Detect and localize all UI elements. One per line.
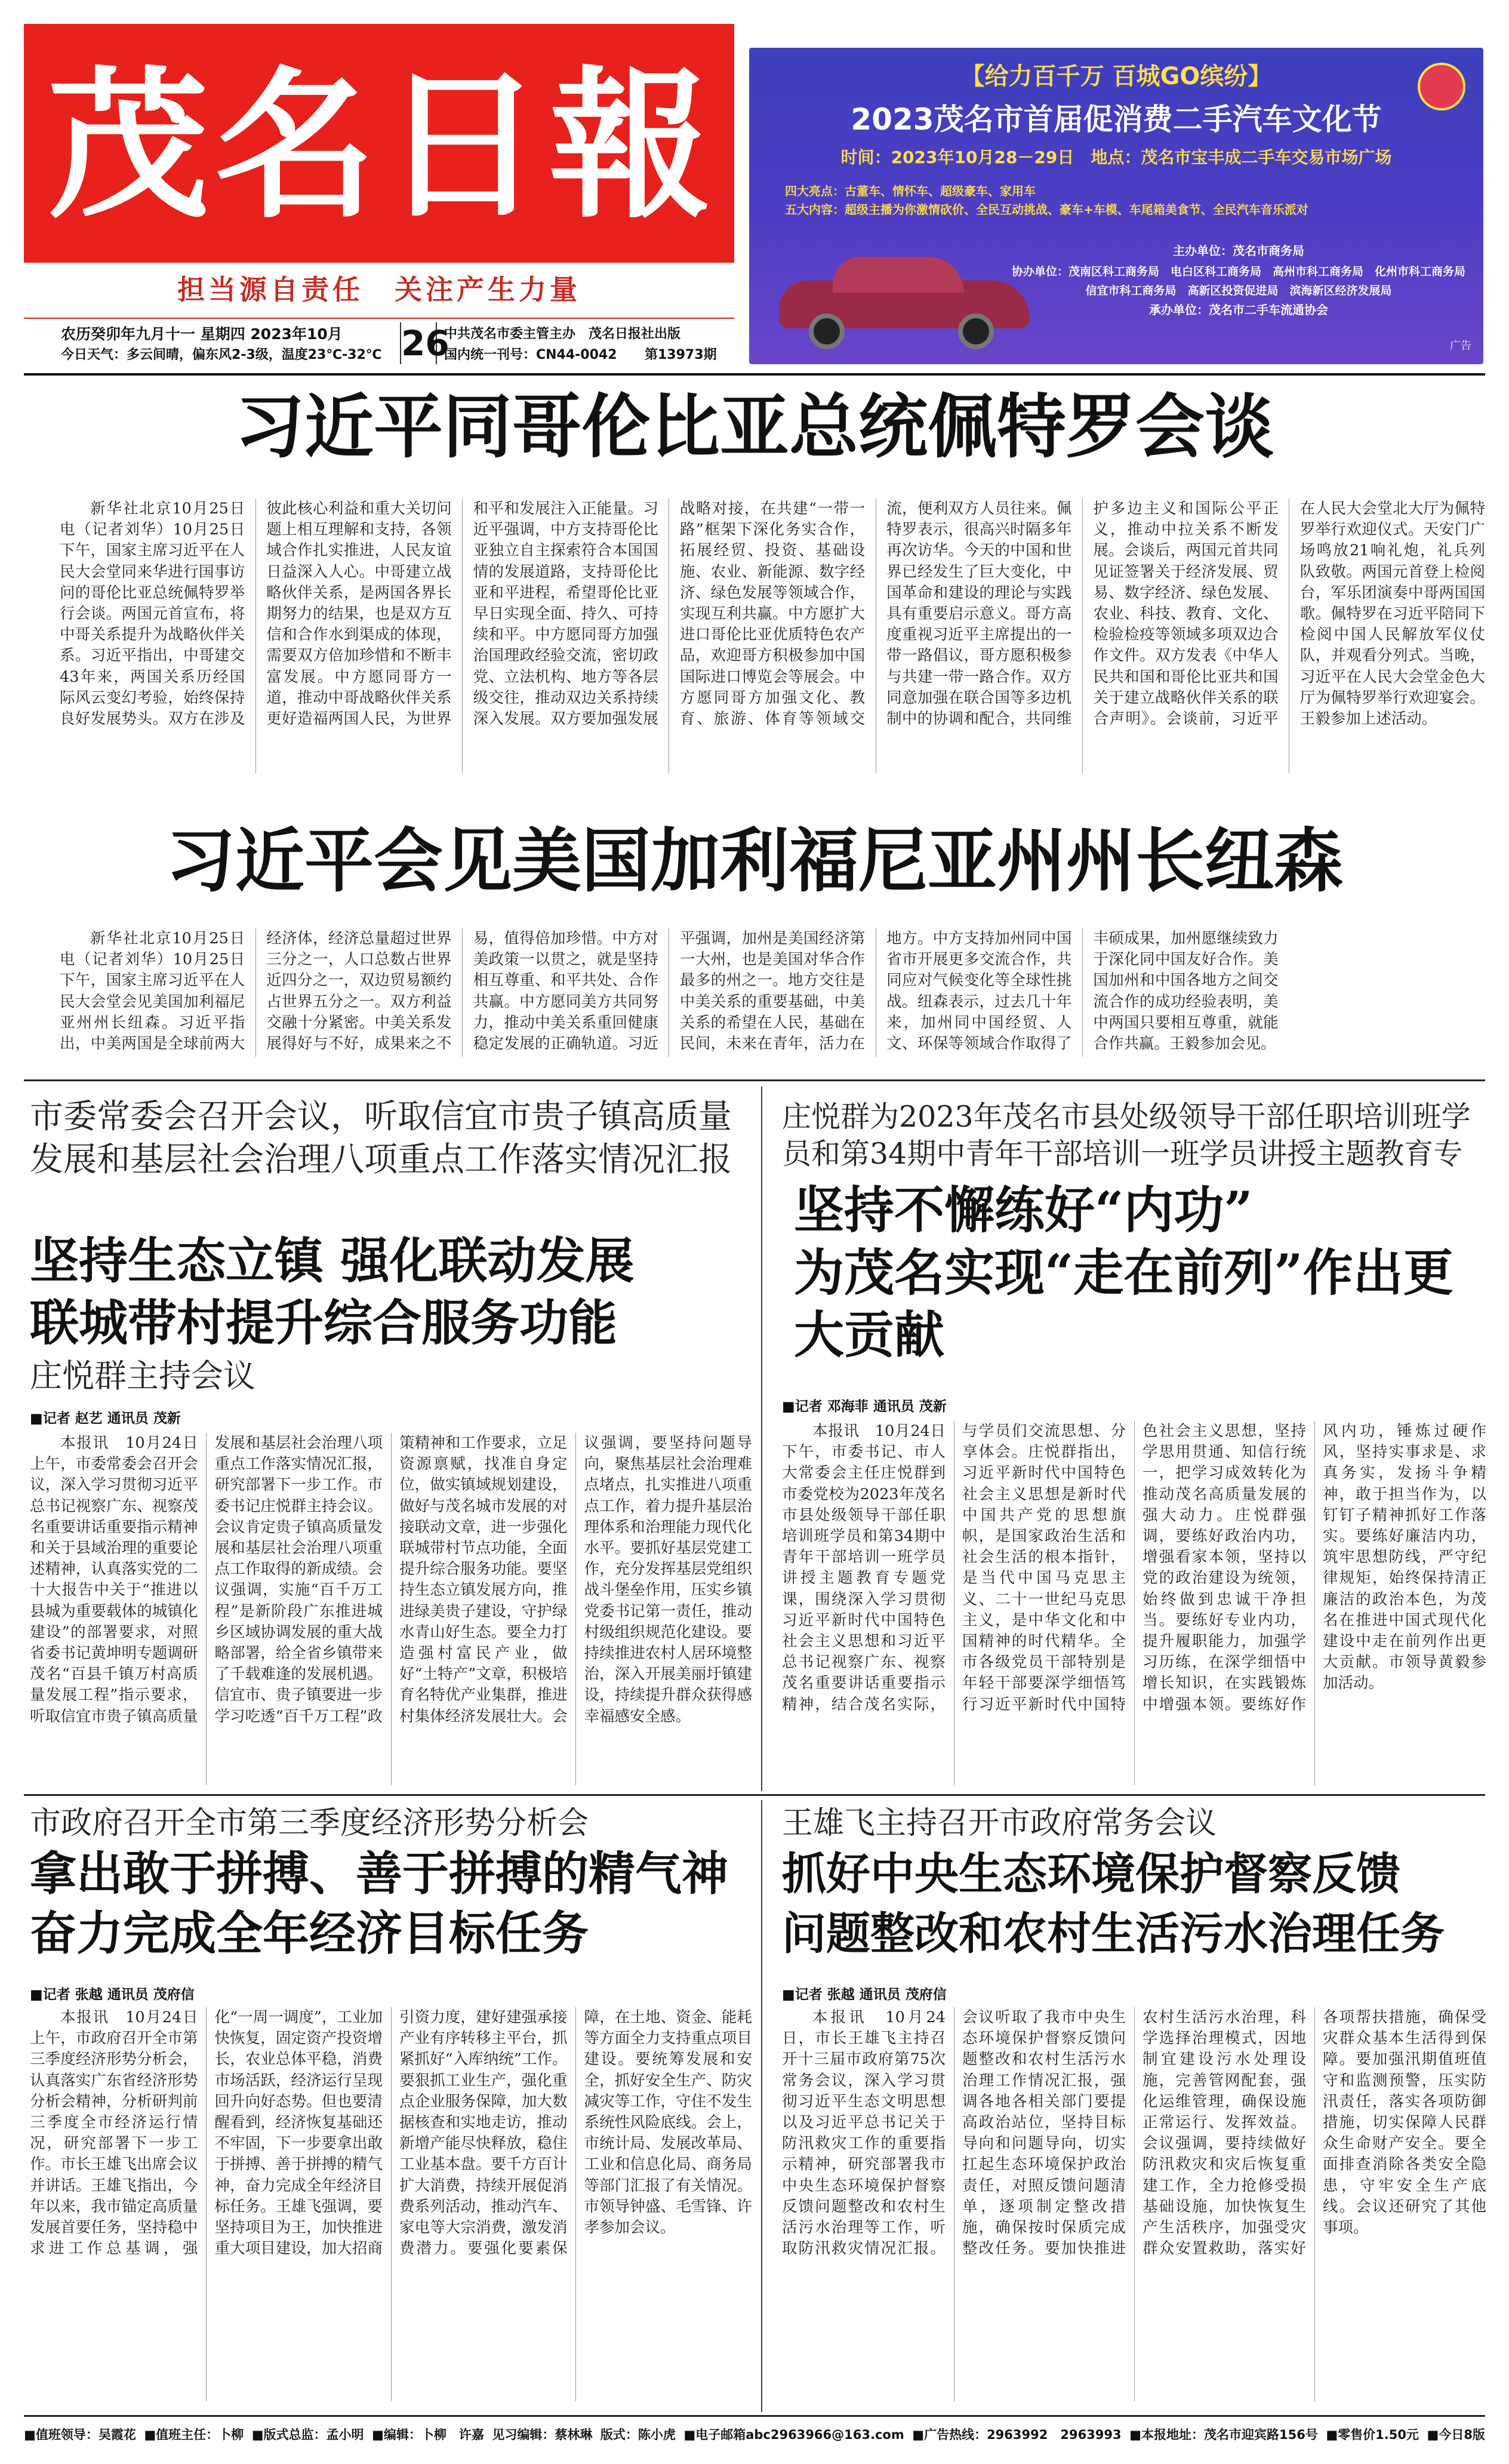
article-body-art3: 本报讯 10月24日上午，市委常委会召开会议，深入学习贯彻习近平总书记视察广东、视察茂名重要讲话重要指示精神和关于县域治理的重要论述精神，认真落实党的二十大报告中关于“推进以县城为重要载体的城镇化建设”的部署要求，对照省委书记黄坤明专题调研茂名“百县千镇万村高质量发展工程”指示要求，听取信宜市贵子镇高质量发展和基层社会治理八项重点工作落实情况汇报，研究部署下一步工作。市委书记庄悦群主持会议。会议肯定贵子镇高质量发展和基层社会治理八项重点工作取得的新成绩。会议强调，实施“百千万工程”是新阶段广东推进城乡区域协调发展的重大战略部署，给全省乡镇带来了千载难逢的发展机遇。信宜市、贵子镇要进一步学习吃透“百千万工程”政策精神和工作要求，立足资源禀赋，找准自身定位，做实镇域规划建设，做好与茂名城市发展的对接联动文章，进一步强化联城带村节点功能，全面提升综合服务功能。要坚持生态立镇发展方向，推进绿美贵子建设，守护绿水青山好生态。要全力打造强村富民产业，做好“土特产”文章，积极培育名特优产业集群，推进村集体经济发展壮大。会议强调，要坚持问题导向，聚焦基层社会治理难点堵点，扎实推进八项重点工作，着力提升基层治理体系和治理能力现代化水平。要抓好基层党建工作，充分发挥基层党组织战斗堡垒作用，压实乡镇党委书记第一责任，推动村级组织规范化建设。要持续推进农村人居环境整治，深入开展美丽圩镇建设，持续提升群众获得感幸福感安全感。 xyxy=(30,1434,752,1725)
kicker-art4: 庄悦群为2023年茂名市县处级领导干部任职培训班学员和第34期中青年干部培训一班学员讲授主题教育专 xyxy=(782,1100,1471,1171)
ad-tag: 【给力百千万 百城GO缤纷】 xyxy=(960,63,1272,90)
slogan: 担当源自责任 关注产生力量 xyxy=(177,273,581,306)
publisher: 中共茂名市委主管主办 茂名日报社出版 xyxy=(444,327,681,342)
ad-time: 时间：2023年10月28－29日 地点：茂名市宝丰成二手车交易市场广场 xyxy=(840,147,1392,167)
issn: 国内统一刊号：CN44-0042 xyxy=(444,347,617,362)
article-body-art1: 新华社北京10月25日电（记者刘华）10月25日下午，国家主席习近平在人民大会堂同来华进行国事访问的哥伦比亚总统佩特罗举行会谈。两国元首宣布，将中哥关系提升为战略伙伴关系。习近平指出，中哥建交43年来，两国关系历经国际风云变幻考验，始终保持良好发展势头。双方在涉及彼此核心利益和重大关切问题上相互理解和支持，各领域合作扎实推进，人民友谊日益深入人心。中哥建立战略伙伴关系，是两国各界长期努力的结果，也是双方互信和合作水到渠成的体现，需要双方倍加珍惜和不断丰富发展。中方愿同哥方一道，推动中哥战略伙伴关系更好造福两国人民，为世界和平和发展注入正能量。习近平强调，中方支持哥伦比亚独立自主探索符合本国国情的发展道路，支持哥伦比亚和平进程，希望哥伦比亚早日实现全面、持久、可持续和平。中方愿同哥方加强治国理政经验交流，密切政党、立法机构、地方等各层级交往，推动双边关系持续深入发展。双方要加强发展战略对接，在共建“一带一路”框架下深化务实合作，拓展经贸、投资、基础设施、农业、新能源、数字经济、绿色发展等领域合作，实现互利共赢。中方愿扩大进口哥伦比亚优质特色农产品，欢迎哥方积极参加中国国际进口博览会等展会。中方愿同哥方加强文化、教育、旅游、体育等领域交流，便利双方人员往来。佩特罗表示，很高兴时隔多年再次访华。今天的中国和世界已经发生了巨大变化，中国革命和建设的理论与实践具有重要启示意义。哥方高度重视习近平主席提出的一带一路倡议，哥方愿积极参与共建一带一路合作。双方同意加强在联合国等多边机制中的协调和配合，共同维护多边主义和国际公平正义，推动中拉关系不断发展。会谈后，两国元首共同见证签署关于经济发展、贸易、数字经济、绿色发展、农业、科技、教育、文化、检验检疫等领域多项双边合作文件。双方发表《中华人民共和国和哥伦比亚共和国关于建立战略伙伴关系的联合声明》。会谈前，习近平在人民大会堂北大厅为佩特罗举行欢迎仪式。天安门广场鸣放21响礼炮，礼兵列队致敬。两国元首登上检阅台，军乐团演奏中哥两国国歌。佩特罗在习近平陪同下检阅中国人民解放军仪仗队，并观看分列式。当晚，习近平在人民大会堂金色大厅为佩特罗举行欢迎宴会。王毅参加上述活动。 xyxy=(60,500,1485,728)
headline-art6-line2: 问题整改和农村生活污水治理任务 xyxy=(782,1908,1445,1959)
headline-art3-line1: 坚持生态立镇 强化联动发展 xyxy=(30,1232,635,1290)
footer-item: 见习编辑：蔡林琳 xyxy=(492,2428,593,2442)
ad-co-organizer: 协办单位：茂南区科工商务局 电白区科工商务局 高州市科工商务局 化州市科工商务局 xyxy=(1011,265,1465,278)
byline-art6: ■记者 张越 通讯员 茂府信 xyxy=(782,1987,947,2002)
headline-art5-line2: 奋力完成全年经济目标任务 xyxy=(30,1906,589,1961)
ad-highlights: 四大亮点：古董车、情怀车、超级豪车、家用车 xyxy=(785,184,1036,198)
footer-item: ■编辑：卜柳 许嘉 xyxy=(372,2428,484,2442)
logo-text: 茂名日報 xyxy=(48,50,716,240)
footer-item: ■版式总监：孟小明 xyxy=(251,2428,364,2442)
article-body-art6: 本报讯 10月24日，市长王雄飞主持召开十三届市政府第75次常务会议，深入学习贯彻习近平生态文明思想以及习近平总书记关于防汛救灾工作的重要指示精神，研究部署我市中央生态环境保护督察反馈问题整改和农村生活污水治理等工作，听取防汛救灾情况汇报。会议听取了我市中央生态环境保护督察反馈问题整改和农村生活污水治理工作情况汇报，强调各地各相关部门要提高政治站位，坚持目标导向和问题导向，切实扛起生态环境保护政治责任，对照反馈问题清单，逐项制定整改措施，确保按时保质完成整改任务。要加快推进农村生活污水治理，科学选择治理模式，因地制宜建设污水处理设施，完善管网配套，强化运维管理，确保设施正常运行、发挥效益。会议强调，要持续做好防汛救灾和灾后恢复重建工作，全力抢修受损基础设施，加快恢复生产生活秩序，加强受灾群众安置救助，落实好各项帮扶措施，确保受灾群众基本生活得到保障。要加强汛期值班值守和监测预警，压实防汛责任，落实各项防御措施，切实保障人民群众生命财产安全。要全面排查消除各类安全隐患，守牢安全生产底线。会议还研究了其他事项。 xyxy=(782,2008,1486,2258)
article-body-art2: 新华社北京10月25日电（记者刘华）10月25日下午，国家主席习近平在人民大会堂会见美国加利福尼亚州州长纽森。习近平指出，中美两国是全球前两大经济体，经济总量超过世界三分之一，人口总数占世界近四分之一，双边贸易额约占世界五分之一。双方利益交融十分紧密。中美关系发展得好与不好，成果来之不易，值得倍加珍惜。中方对美政策一以贯之，就是坚持相互尊重、和平共处、合作共赢。中方愿同美方共同努力，推动中美关系重回健康稳定发展的正确轨道。习近平强调，加州是美国经济第一大州，也是美国对华合作最多的州之一。地方交往是中美关系的重要基础，中美关系的希望在人民，基础在民间，未来在青年，活力在地方。中方支持加州同中国省市开展更多交流合作，共同应对气候变化等全球性挑战。纽森表示，过去几十年来，加州同中国经贸、人文、环保等领域合作取得了丰硕成果，加州愿继续致力于深化同中国友好合作。美国加州和中国各地方之间交流合作的成功经验表明，美中两国只要相互尊重，就能合作共赢。王毅参加会见。 xyxy=(60,930,1279,1053)
ad-organizer: 主办单位：茂名市商务局 xyxy=(1173,244,1304,258)
ad-title: 2023茂名市首届促消费二手汽车文化节 xyxy=(851,102,1382,137)
advertisement[interactable] xyxy=(749,48,1483,364)
kicker-art6: 王雄飞主持召开市政府常务会议 xyxy=(782,1805,1217,1841)
headline-art5-line1: 拿出敢于拼搏、善于拼搏的精气神 xyxy=(30,1847,729,1901)
weather-line: 今日天气：多云间晴，偏东风2-3级，温度23℃-32℃ xyxy=(61,347,382,362)
byline-art5: ■记者 张越 通讯员 茂府信 xyxy=(30,1987,195,2002)
footer-item: ■今日8版 xyxy=(1427,2428,1485,2442)
logo xyxy=(24,24,734,263)
byline-art4: ■记者 邓海菲 通讯员 茂新 xyxy=(782,1399,947,1414)
date-line: 农历癸卯年九月十一 星期四 2023年10月 xyxy=(61,325,343,343)
article-body-art5: 本报讯 10月24日上午，市政府召开全市第三季度经济形势分析会，认真落实广东省经济形势分析会精神，分析研判前三季度全市经济运行情况，研究部署下一步工作。市长王雄飞出席会议并讲话。王雄飞指出，今年以来，我市锚定高质量发展首要任务，坚持稳中求进工作总基调，强化“一周一调度”，工业加快恢复，固定资产投资增长，农业总体平稳，消费市场活跃，经济运行呈现回升向好态势。但也要清醒看到，经济恢复基础还不牢固，下一步要拿出敢于拼搏、善于拼搏的精气神，奋力完成全年经济目标任务。王雄飞强调，要坚持项目为王，加快推进重大项目建设，加大招商引资力度，建好建强承接产业有序转移主平台，抓紧抓好“入库纳统”工作。要狠抓工业生产，强化重点企业服务保障，加大数据核查和实地走访，推动新增产能尽快释放，稳住工业基本盘。要千方百计扩大消费，持续开展促消费系列活动，推动汽车、家电等大宗消费，激发消费潜力。要强化要素保障，在土地、资金、能耗等方面全力支持重点项目建设。要统筹发展和安全，抓好安全生产、防灾减灾等工作，守住不发生系统性风险底线。会上，市统计局、发展改革局、工业和信息化局、商务局等部门汇报了有关情况。市领导钟盛、毛雪锋、许孝参加会议。 xyxy=(30,2008,752,2258)
footer-item: ■值班主任：卜柳 xyxy=(144,2428,244,2442)
headline-art4-line1: 坚持不懈练好“内功” xyxy=(794,1180,1253,1239)
headline-art2: 习近平会见美国加利福尼亚州州长纽森 xyxy=(166,820,1343,902)
ad-co-organizer-2: 信宜市科工商务局 高新区投资促进局 滨海新区经济发展局 xyxy=(1085,284,1392,297)
kicker-art3: 市委常委会召开会议，听取信宜市贵子镇高质量发展和基层社会治理八项重点工作落实情况汇报 xyxy=(30,1097,732,1179)
footer-item: ■零售价1.50元 xyxy=(1326,2428,1419,2442)
footer-item: ■本报地址：茂名市迎宾路156号 xyxy=(1129,2428,1318,2442)
byline-art3: ■记者 赵艺 通讯员 茂新 xyxy=(30,1411,181,1426)
headline-art4-line2: 为茂名实现“走在前列”作出更大贡献 xyxy=(794,1243,1453,1364)
kicker-art5: 市政府召开全市第三季度经济形势分析会 xyxy=(30,1805,589,1841)
headline-art6-line1: 抓好中央生态环境保护督察反馈 xyxy=(782,1848,1400,1900)
footer-email[interactable]: ■电子邮箱abc2963966@163.com xyxy=(683,2428,904,2442)
ad-badge-icon xyxy=(1418,63,1465,110)
day-number: 26 xyxy=(401,323,449,364)
ad-label: 广告 xyxy=(1450,340,1471,352)
issue-number: 第13973期 xyxy=(645,347,717,362)
subhead-art3: 庄悦群主持会议 xyxy=(30,1357,255,1395)
footer-item: 版式：陈小虎 xyxy=(600,2428,676,2442)
masthead xyxy=(24,24,734,364)
headline-art3-line2: 联城带村提升综合服务功能 xyxy=(30,1294,618,1352)
footer-item: ■广告热线：2963992 2963993 xyxy=(912,2428,1122,2442)
headline-art1: 习近平同哥伦比亚总统佩特罗会谈 xyxy=(235,386,1274,467)
ad-undertaker: 承办单位：茂名市二手车流通协会 xyxy=(1149,303,1328,317)
ad-content: 五大内容：超级主播为你激情砍价、全民互动挑战、豪车+车模、车尾箱美食节、全民汽车音乐派对 xyxy=(785,202,1308,217)
footer xyxy=(24,2423,1485,2447)
article-body-art4: 本报讯 10月24日下午，市委书记、市人大常委会主任庄悦群到市委党校为2023年茂名市县处级领导干部任职培训班学员和第34期中青年干部培训一班学员讲授主题教育专题党课，围绕深入学习贯彻习近平新时代中国特色社会主义思想和习近平总书记视察广东、视察茂名重要讲话重要指示精神，结合茂名实际，与学员们交流思想、分享体会。庄悦群指出，习近平新时代中国特色社会主义思想是新时代中国共产党的思想旗帜，是国家政治生活和社会生活的根本指针，是当代中国马克思主义、二十一世纪马克思主义，是中华文化和中国精神的时代精华。全市各级党员干部特别是年轻干部要深学细悟笃行习近平新时代中国特色社会主义思想，坚持学思用贯通、知信行统一，把学习成效转化为推动茂名高质量发展的强大动力。庄悦群强调，要练好政治内功，增强看家本领，坚持以党的政治建设为统领，始终做到忠诚干净担当。要练好专业内功，提升履职能力，加强学习历练，在深学细悟中增长知识，在实践锻炼中增强本领。要练好作风内功，锤炼过硬作风，坚持实事求是、求真务实，发扬斗争精神，敢于担当作为，以钉钉子精神抓好工作落实。要练好廉洁内功，筑牢思想防线，严守纪律规矩，始终保持清正廉洁的政治本色，为茂名在推进中国式现代化建设中走在前列作出更大贡献。市领导黄毅参加活动。 xyxy=(782,1422,1486,1714)
footer-item: ■值班领导：吴霞花 xyxy=(24,2428,136,2442)
